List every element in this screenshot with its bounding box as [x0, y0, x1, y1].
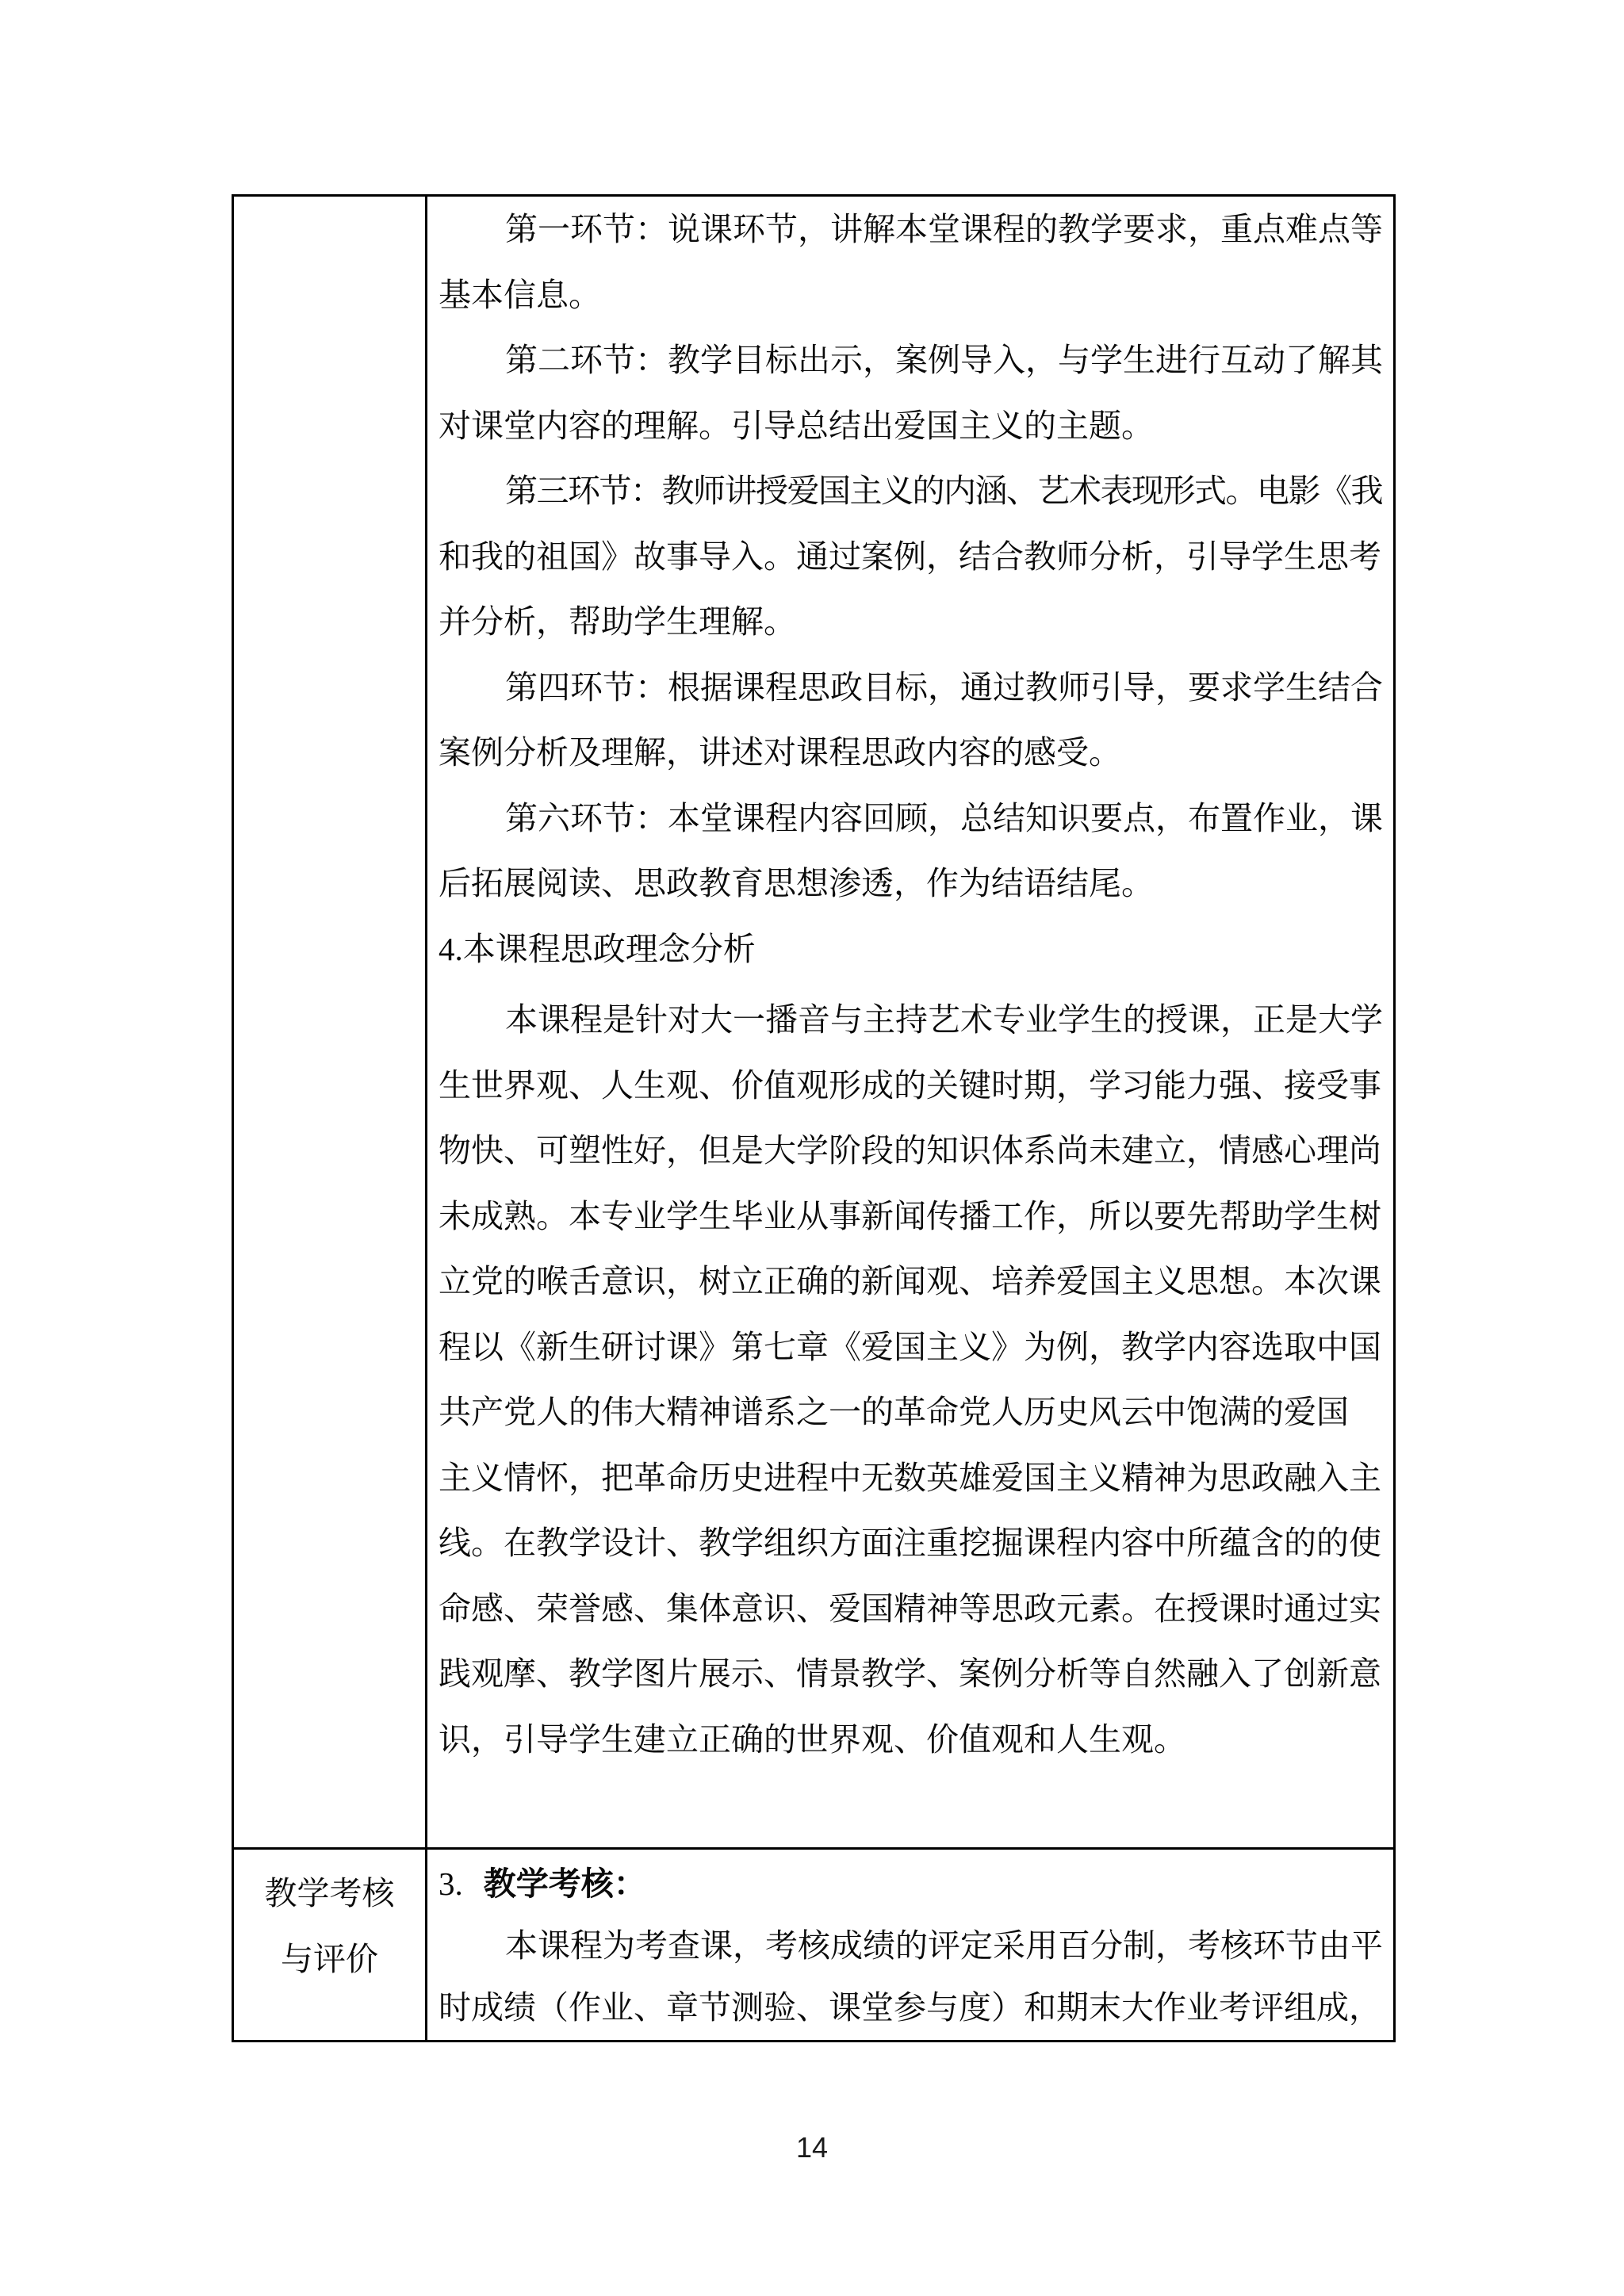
text-line: 程以《新生研讨课》第七章《爱国主义》为例，教学内容选取中国 [439, 1328, 1381, 1365]
text-line: 生世界观、人生观、价值观形成的关键时期，学习能力强、接受事 [439, 1066, 1381, 1104]
text-line: 第六环节：本堂课程内容回顾，总结知识要点，布置作业，课 [505, 799, 1383, 836]
assessment-heading-line [439, 1853, 1384, 1915]
row-label-line: 教学考核 [264, 1875, 395, 1911]
text-line: 未成熟。本专业学生毕业从事新闻传播工作，所以要先帮助学生树 [439, 1197, 1381, 1234]
text-line: 主义情怀，把革命历史进程中无数英雄爱国主义精神为思政融入主 [439, 1459, 1381, 1496]
text-line: 识，引导学生建立正确的世界观、价值观和人生观。 [439, 1720, 1186, 1758]
row-label-line: 与评价 [281, 1940, 378, 1977]
text-line: 和我的祖国》故事导入。通过案例，结合教师分析，引导学生思考 [439, 538, 1381, 575]
text-line: 命感、荣誉感、集体意识、爱国精神等思政元素。在授课时通过实 [439, 1590, 1381, 1627]
text-line: 第四环节：根据课程思政目标，通过教师引导，要求学生结合 [505, 668, 1383, 706]
teaching-process-cell [427, 197, 1393, 1850]
text-line: 后拓展阅读、思政教育思想渗透，作为结语结尾。 [439, 865, 1154, 901]
text-line: 本课程是针对大一播音与主持艺术专业学生的授课，正是大学 [505, 1001, 1383, 1038]
text-line: 基本信息。 [439, 276, 601, 313]
text-line: 第三环节：教师讲授爱国主义的内涵、艺术表现形式。电影《我 [505, 473, 1382, 509]
text-line: 时成绩（作业、章节测验、课堂参与度）和期末大作业考评组成， [439, 1989, 1381, 2026]
text-line: 物快、可塑性好，但是大学阶段的知识体系尚未建立，情感心理尚 [439, 1132, 1381, 1169]
text-line: 第一环节：说课环节，讲解本堂课程的教学要求，重点难点等 [505, 211, 1383, 247]
text-line: 本课程为考查课，考核成绩的评定采用百分制，考核环节由平 [505, 1927, 1383, 1964]
text-line: 共产党人的伟大精神谱系之一的革命党人历史风云中饱满的爱国 [439, 1394, 1349, 1430]
row1-label-cell-empty [234, 197, 427, 1850]
text-line: 并分析，帮助学生理解。 [439, 603, 796, 640]
page-number: 14 [795, 2131, 829, 2164]
text-line: 对课堂内容的理解。引导总结出爱国主义的主题。 [439, 407, 1154, 444]
text-line: 践观摩、教学图片展示、情景教学、案例分析等自然融入了创新意 [439, 1655, 1381, 1692]
text-line: 案例分析及理解，讲述对课程思政内容的感受。 [439, 734, 1121, 771]
text-line: 线。在教学设计、教学组织方面注重挖掘课程内容中所蕴含的的使 [439, 1525, 1381, 1561]
lesson-plan-table [232, 194, 1396, 2042]
text-line: 第二环节：教学目标出示，案例导入，与学生进行互动了解其 [505, 342, 1383, 378]
assessment-content-cell [427, 1850, 1393, 2040]
assessment-heading-number: 3. [439, 1866, 463, 1902]
text-line: 4.本课程思政理念分析 [439, 930, 756, 967]
assessment-label-cell [234, 1850, 427, 2040]
assessment-heading-text: 教学考核： [483, 1866, 646, 1902]
text-line: 立党的喉舌意识，树立正确的新闻观、培养爱国主义思想。本次课 [439, 1263, 1381, 1299]
